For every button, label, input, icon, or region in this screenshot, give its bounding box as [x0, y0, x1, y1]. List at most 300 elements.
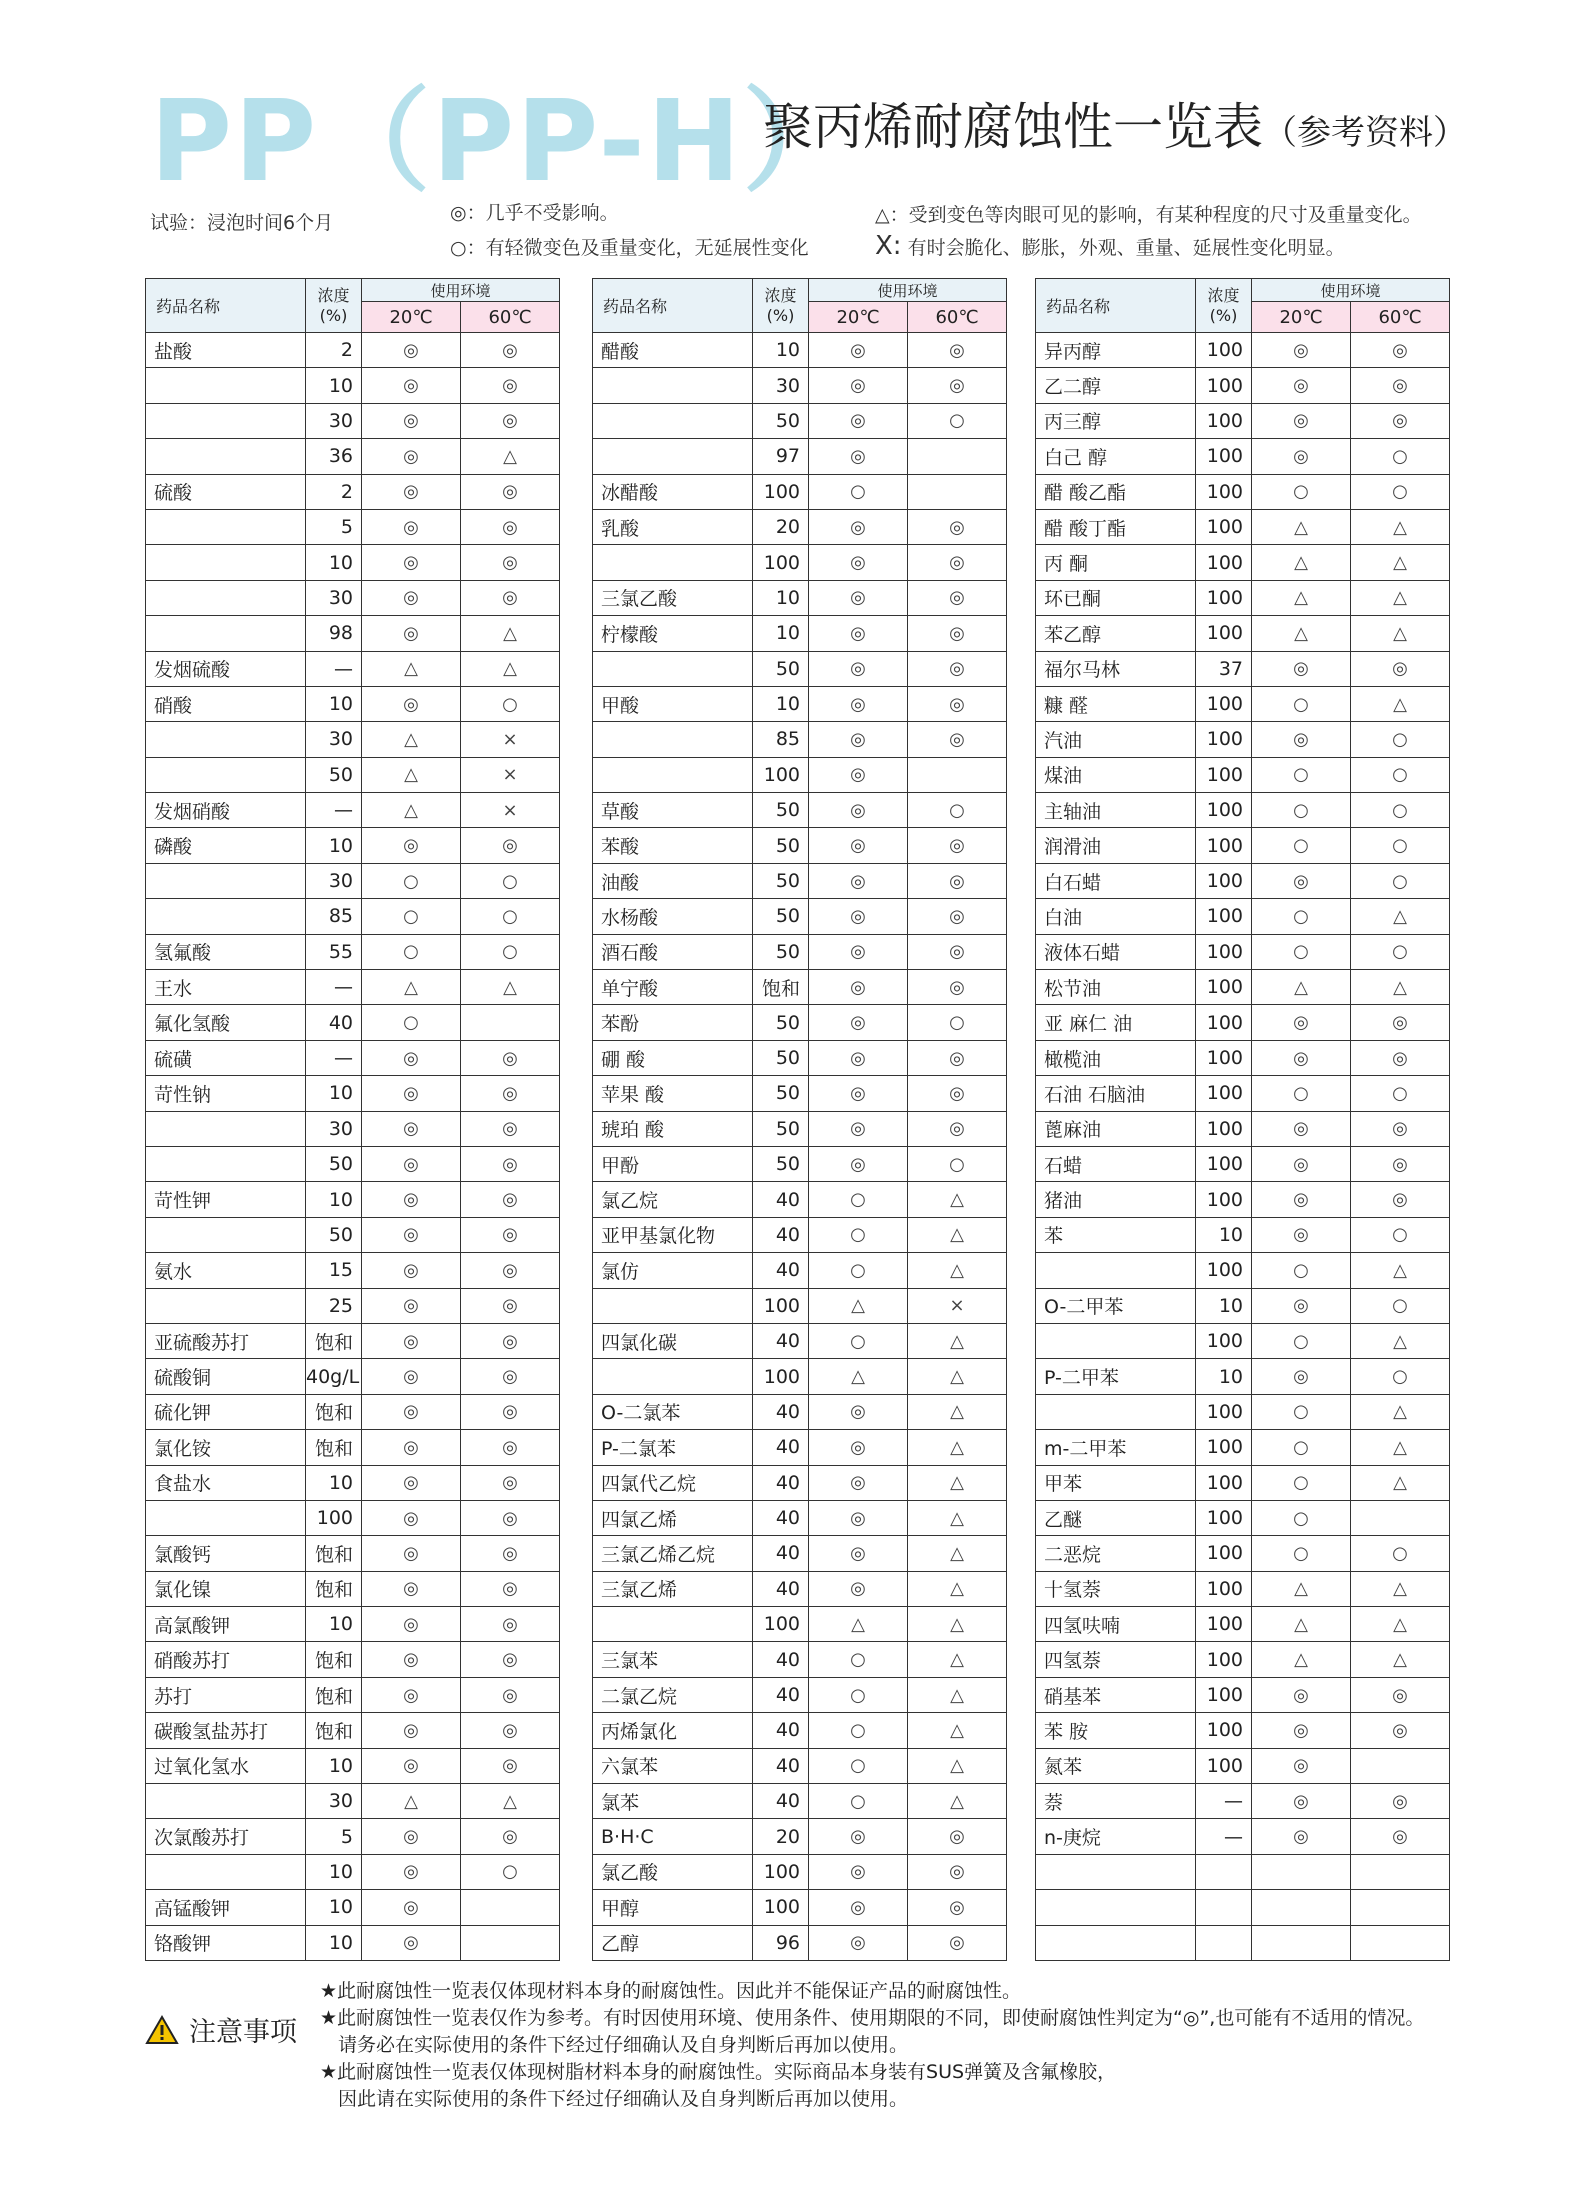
rating-20c: ◎ [1252, 333, 1351, 368]
chemical-name [146, 509, 306, 544]
table-row [146, 970, 560, 1005]
concentration: 10 [306, 1890, 362, 1925]
rating-60c: ◎ [461, 509, 560, 544]
table-row [1036, 1713, 1450, 1748]
rating-60c: △ [1351, 509, 1450, 544]
rating-60c: △ [1351, 899, 1450, 934]
rating-20c: ◎ [362, 1323, 461, 1358]
rating-60c: △ [908, 1182, 1007, 1217]
chemical-name: 甲醇 [593, 1890, 753, 1925]
concentration: 40g/L [306, 1359, 362, 1394]
concentration: 100 [1196, 1146, 1252, 1181]
concentration: 100 [1196, 686, 1252, 721]
rating-60c: ◎ [908, 1819, 1007, 1854]
rating-20c: ◎ [809, 651, 908, 686]
note-4: ★此耐腐蚀性一览表仅体现树脂材料本身的耐腐蚀性。实际商品本身装有SUS弹簧及含氟橡胶， [320, 2061, 1117, 2083]
rating-20c: ◎ [809, 580, 908, 615]
concentration: 100 [1196, 333, 1252, 368]
rating-20c: ○ [1252, 1430, 1351, 1465]
title-note: （参考资料） [1263, 113, 1467, 153]
table-row [593, 1040, 1007, 1075]
concentration: 100 [1196, 1323, 1252, 1358]
table-row [1036, 970, 1450, 1005]
header-conc [306, 279, 362, 333]
concentration: 10 [1196, 1288, 1252, 1323]
table-row [593, 1925, 1007, 1960]
concentration: 饱和 [306, 1430, 362, 1465]
concentration: 100 [1196, 1005, 1252, 1040]
chemical-name: 六氯苯 [593, 1748, 753, 1783]
test-note: 试验：浸泡时间6个月 [150, 212, 334, 234]
warning-icon [145, 2015, 179, 2045]
table-row [146, 1607, 560, 1642]
rating-60c: △ [908, 1394, 1007, 1429]
chemical-name: 乙醚 [1036, 1500, 1196, 1535]
concentration: 10 [306, 1748, 362, 1783]
table-row [1036, 474, 1450, 509]
chemical-name: 乙醇 [593, 1925, 753, 1960]
rating-20c: ◎ [362, 545, 461, 580]
chemical-name: 硫酸 [146, 474, 306, 509]
rating-20c: ◎ [362, 1146, 461, 1181]
concentration: 30 [306, 580, 362, 615]
legend-cross-mark: X: [875, 231, 902, 261]
table-row [1036, 1111, 1450, 1146]
legend-cross [875, 231, 1345, 261]
chemical-name: 三氯苯 [593, 1642, 753, 1677]
chemical-name: 氟化氢酸 [146, 1005, 306, 1040]
rating-20c: ◎ [809, 757, 908, 792]
rating-60c: △ [461, 970, 560, 1005]
header-temp-60: 60℃ [461, 302, 560, 333]
header-conc [753, 279, 809, 333]
rating-20c: ◎ [362, 1253, 461, 1288]
concentration: 40 [753, 1642, 809, 1677]
concentration: 25 [306, 1288, 362, 1323]
rating-20c: ◎ [809, 899, 908, 934]
chemical-name: 松节油 [1036, 970, 1196, 1005]
rating-60c: ○ [908, 403, 1007, 438]
rating-20c [1252, 1925, 1351, 1960]
rating-20c: △ [1252, 1571, 1351, 1606]
rating-60c: ◎ [461, 545, 560, 580]
rating-60c: ◎ [1351, 368, 1450, 403]
chemical-name [146, 545, 306, 580]
chemical-name: 硫磺 [146, 1040, 306, 1075]
chemical-name [1036, 1394, 1196, 1429]
concentration: 100 [1196, 1465, 1252, 1500]
rating-20c: ◎ [809, 1111, 908, 1146]
chemical-name [593, 439, 753, 474]
table-row [146, 1040, 560, 1075]
concentration: 100 [1196, 1182, 1252, 1217]
concentration: 40 [753, 1536, 809, 1571]
rating-60c: △ [1351, 1394, 1450, 1429]
rating-20c: ◎ [1252, 1182, 1351, 1217]
concentration: 100 [1196, 403, 1252, 438]
table-row [593, 1146, 1007, 1181]
rating-20c: ◎ [809, 616, 908, 651]
caution-notes [320, 1978, 1424, 2113]
concentration: 100 [1196, 545, 1252, 580]
concentration: 98 [306, 616, 362, 651]
rating-20c: ◎ [1252, 1146, 1351, 1181]
rating-20c: ○ [1252, 757, 1351, 792]
rating-20c: ○ [1252, 686, 1351, 721]
table-row [1036, 1819, 1450, 1854]
chemical-name: 高锰酸钾 [146, 1890, 306, 1925]
rating-60c: ◎ [908, 863, 1007, 898]
table-row [1036, 1253, 1450, 1288]
table-row [593, 1854, 1007, 1889]
concentration: 96 [753, 1925, 809, 1960]
header-env: 使用环境 [1252, 279, 1450, 302]
concentration: 100 [1196, 1607, 1252, 1642]
chemical-name: 氨水 [146, 1253, 306, 1288]
rating-60c: ◎ [461, 1146, 560, 1181]
rating-20c: ◎ [1252, 1005, 1351, 1040]
chemical-name: 丙烯氯化 [593, 1713, 753, 1748]
rating-60c: ◎ [908, 828, 1007, 863]
table-row [146, 934, 560, 969]
concentration: 97 [753, 439, 809, 474]
chemical-name [593, 1359, 753, 1394]
rating-20c: ◎ [362, 474, 461, 509]
rating-60c [1351, 1748, 1450, 1783]
concentration: 100 [1196, 1394, 1252, 1429]
rating-20c: ○ [1252, 1500, 1351, 1535]
rating-20c: ◎ [362, 1500, 461, 1535]
rating-20c: ◎ [809, 1146, 908, 1181]
chemical-name [146, 1146, 306, 1181]
table-row [1036, 1182, 1450, 1217]
chemical-name: 次氯酸苏打 [146, 1819, 306, 1854]
rating-20c: △ [1252, 616, 1351, 651]
legend-double: ◎：几乎不受影响。 [450, 202, 619, 224]
table-row [593, 1784, 1007, 1819]
concentration: — [306, 970, 362, 1005]
concentration: 100 [1196, 1040, 1252, 1075]
concentration: 100 [1196, 1536, 1252, 1571]
caution-label: 注意事项 [189, 2017, 297, 2048]
table-row [146, 1465, 560, 1500]
header-conc-label: 浓度 [764, 286, 797, 306]
chemical-name [146, 403, 306, 438]
concentration: 100 [753, 474, 809, 509]
concentration: 10 [753, 580, 809, 615]
chemical-name [146, 1111, 306, 1146]
chemical-name [1036, 1253, 1196, 1288]
chemical-name: 氯仿 [593, 1253, 753, 1288]
concentration: 50 [753, 1146, 809, 1181]
rating-20c: △ [809, 1607, 908, 1642]
rating-60c: ◎ [1351, 1677, 1450, 1712]
chemical-name: 油酸 [593, 863, 753, 898]
rating-60c: △ [908, 1748, 1007, 1783]
rating-60c: ◎ [461, 1394, 560, 1429]
chemical-name: 氯乙烷 [593, 1182, 753, 1217]
rating-60c: ◎ [908, 545, 1007, 580]
concentration: 100 [1196, 1571, 1252, 1606]
rating-20c: ○ [362, 1005, 461, 1040]
table-row [146, 368, 560, 403]
rating-60c: ◎ [1351, 333, 1450, 368]
header-name: 药品名称 [593, 279, 753, 333]
table-row [593, 368, 1007, 403]
rating-60c [461, 1925, 560, 1960]
concentration: 15 [306, 1253, 362, 1288]
concentration: 10 [1196, 1217, 1252, 1252]
rating-20c: △ [1252, 509, 1351, 544]
rating-20c: ◎ [362, 1677, 461, 1712]
table-row [593, 1217, 1007, 1252]
chemical-name: 苛性钠 [146, 1076, 306, 1111]
concentration: 10 [306, 1076, 362, 1111]
rating-60c: △ [461, 1784, 560, 1819]
rating-60c: △ [908, 1642, 1007, 1677]
concentration: — [1196, 1784, 1252, 1819]
table-row [1036, 1323, 1450, 1358]
chemical-name [593, 403, 753, 438]
concentration: 50 [753, 934, 809, 969]
rating-60c: ◎ [1351, 1146, 1450, 1181]
rating-60c: ○ [461, 899, 560, 934]
concentration: 5 [306, 509, 362, 544]
table-row [1036, 1784, 1450, 1819]
rating-60c: ◎ [461, 1642, 560, 1677]
table-row [1036, 580, 1450, 615]
table-row [1036, 1076, 1450, 1111]
chemical-name: 硼 酸 [593, 1040, 753, 1075]
rating-20c: ○ [1252, 1323, 1351, 1358]
rating-60c: ○ [1351, 1359, 1450, 1394]
table-row [1036, 1005, 1450, 1040]
rating-60c: ◎ [461, 1571, 560, 1606]
rating-60c [1351, 1500, 1450, 1535]
rating-60c: ○ [1351, 1217, 1450, 1252]
chemical-name: 水杨酸 [593, 899, 753, 934]
concentration: 饱和 [306, 1394, 362, 1429]
chemical-name [146, 722, 306, 757]
rating-60c: △ [1351, 1571, 1450, 1606]
rating-20c: ○ [362, 934, 461, 969]
rating-20c: ○ [809, 1217, 908, 1252]
table-row [146, 828, 560, 863]
table-row [593, 1359, 1007, 1394]
rating-60c: ◎ [461, 1819, 560, 1854]
table-row [1036, 616, 1450, 651]
table-row [1036, 1536, 1450, 1571]
rating-60c: ◎ [461, 1713, 560, 1748]
legend-cross-text: 有时会脆化、膨胀，外观、重量、延展性变化明显。 [907, 237, 1345, 259]
table-row [146, 793, 560, 828]
chemical-name: 十氢萘 [1036, 1571, 1196, 1606]
rating-20c: ◎ [362, 403, 461, 438]
concentration: 40 [753, 1571, 809, 1606]
rating-20c: ○ [362, 863, 461, 898]
rating-60c: △ [908, 1323, 1007, 1358]
table-row [593, 333, 1007, 368]
table-row [593, 1890, 1007, 1925]
table-row [146, 1182, 560, 1217]
rating-20c: △ [1252, 1607, 1351, 1642]
concentration: 55 [306, 934, 362, 969]
rating-20c [1252, 1854, 1351, 1889]
rating-60c: ◎ [1351, 1713, 1450, 1748]
title-en: PP（PP-H） [150, 77, 857, 207]
concentration: 50 [753, 863, 809, 898]
rating-60c: ◎ [461, 580, 560, 615]
rating-20c: ◎ [362, 1394, 461, 1429]
rating-60c: ◎ [908, 580, 1007, 615]
chemical-name [593, 1288, 753, 1323]
rating-60c: ◎ [908, 1111, 1007, 1146]
chemical-name: 白己 醇 [1036, 439, 1196, 474]
table-row [1036, 1288, 1450, 1323]
rating-60c: ○ [1351, 474, 1450, 509]
rating-60c: ◎ [908, 651, 1007, 686]
table-row [1036, 509, 1450, 544]
table-row [593, 686, 1007, 721]
concentration: 50 [753, 1076, 809, 1111]
concentration: 50 [753, 828, 809, 863]
concentration [1196, 1925, 1252, 1960]
table-row [593, 828, 1007, 863]
concentration: 50 [306, 1146, 362, 1181]
chemical-name [146, 863, 306, 898]
rating-60c: ◎ [908, 333, 1007, 368]
concentration: 100 [1196, 722, 1252, 757]
chemical-name: 甲苯 [1036, 1465, 1196, 1500]
rating-60c: △ [908, 1784, 1007, 1819]
concentration: 100 [1196, 1111, 1252, 1146]
concentration: 40 [753, 1748, 809, 1783]
chemical-name: 氮苯 [1036, 1748, 1196, 1783]
rating-20c: △ [362, 651, 461, 686]
rating-20c: ○ [362, 899, 461, 934]
concentration: 30 [753, 368, 809, 403]
table-row [593, 1748, 1007, 1783]
rating-20c: ◎ [362, 1359, 461, 1394]
table-row [593, 1642, 1007, 1677]
rating-20c: △ [1252, 580, 1351, 615]
table-row [146, 1677, 560, 1712]
rating-20c: ◎ [1252, 1677, 1351, 1712]
rating-60c [908, 757, 1007, 792]
chemical-name: 亚 麻仁 油 [1036, 1005, 1196, 1040]
rating-20c: ◎ [809, 828, 908, 863]
concentration: 20 [753, 1819, 809, 1854]
rating-60c: △ [908, 1607, 1007, 1642]
chemical-name: 硝酸苏打 [146, 1642, 306, 1677]
rating-60c: ○ [1351, 757, 1450, 792]
concentration: 饱和 [306, 1642, 362, 1677]
table-row [593, 545, 1007, 580]
concentration: 30 [306, 722, 362, 757]
rating-20c: △ [1252, 970, 1351, 1005]
chemical-name: 四氯代乙烷 [593, 1465, 753, 1500]
rating-20c: ◎ [809, 1040, 908, 1075]
concentration: 40 [753, 1182, 809, 1217]
table-row [146, 580, 560, 615]
chemical-name [146, 439, 306, 474]
table-row [146, 686, 560, 721]
table-row [1036, 1040, 1450, 1075]
rating-20c: ◎ [1252, 1713, 1351, 1748]
table-row [593, 1394, 1007, 1429]
header-temp-20: 20℃ [362, 302, 461, 333]
rating-60c: ◎ [1351, 1040, 1450, 1075]
rating-20c: ◎ [809, 970, 908, 1005]
rating-20c: ○ [809, 1748, 908, 1783]
table-row [593, 1607, 1007, 1642]
concentration: 100 [1196, 793, 1252, 828]
chemical-name [146, 616, 306, 651]
header-name: 药品名称 [1036, 279, 1196, 333]
rating-60c: × [908, 1288, 1007, 1323]
rating-20c: ◎ [1252, 651, 1351, 686]
table-row [593, 1819, 1007, 1854]
concentration: 10 [306, 1607, 362, 1642]
concentration: 50 [306, 1217, 362, 1252]
chemical-name: 煤油 [1036, 757, 1196, 792]
rating-60c: ◎ [461, 1111, 560, 1146]
rating-60c: △ [1351, 1430, 1450, 1465]
chemical-name: 苛性钾 [146, 1182, 306, 1217]
rating-60c: △ [908, 1571, 1007, 1606]
table-row [146, 439, 560, 474]
note-2: ★此耐腐蚀性一览表仅作为参考。有时因使用环境、使用条件、使用期限的不同，即使耐腐蚀性判定为“◎”,也可能有不适用的情况。 [320, 2007, 1425, 2029]
chemical-name: m-二甲苯 [1036, 1430, 1196, 1465]
rating-20c: ◎ [809, 722, 908, 757]
table-row [1036, 1146, 1450, 1181]
table-row [593, 793, 1007, 828]
table-row [146, 1253, 560, 1288]
concentration: 37 [1196, 651, 1252, 686]
rating-60c: ○ [461, 863, 560, 898]
concentration: — [1196, 1819, 1252, 1854]
table-row [146, 651, 560, 686]
note-5: 因此请在实际使用的条件下经过仔细确认及自身判断后再加以使用。 [338, 2088, 909, 2110]
table-row [593, 1288, 1007, 1323]
table-row [146, 1323, 560, 1358]
rating-20c: ◎ [809, 793, 908, 828]
concentration: 40 [306, 1005, 362, 1040]
rating-60c [1351, 1890, 1450, 1925]
chemical-name: 硝基苯 [1036, 1677, 1196, 1712]
concentration: 饱和 [306, 1713, 362, 1748]
concentration: 40 [753, 1677, 809, 1712]
chemical-name [146, 1784, 306, 1819]
rating-20c: ◎ [362, 686, 461, 721]
chemical-name: 草酸 [593, 793, 753, 828]
rating-20c: ○ [809, 1784, 908, 1819]
table-row [146, 1642, 560, 1677]
concentration: 50 [753, 651, 809, 686]
table-row [146, 863, 560, 898]
rating-60c: ◎ [461, 368, 560, 403]
rating-60c: ◎ [461, 1430, 560, 1465]
rating-20c: ◎ [362, 509, 461, 544]
chemical-name [146, 1854, 306, 1889]
rating-20c: ◎ [809, 1005, 908, 1040]
table-row [146, 1288, 560, 1323]
concentration: 40 [753, 1430, 809, 1465]
rating-60c: △ [908, 1359, 1007, 1394]
chemical-name: 猪油 [1036, 1182, 1196, 1217]
chemical-name: 石油 石脑油 [1036, 1076, 1196, 1111]
rating-60c: ◎ [1351, 651, 1450, 686]
